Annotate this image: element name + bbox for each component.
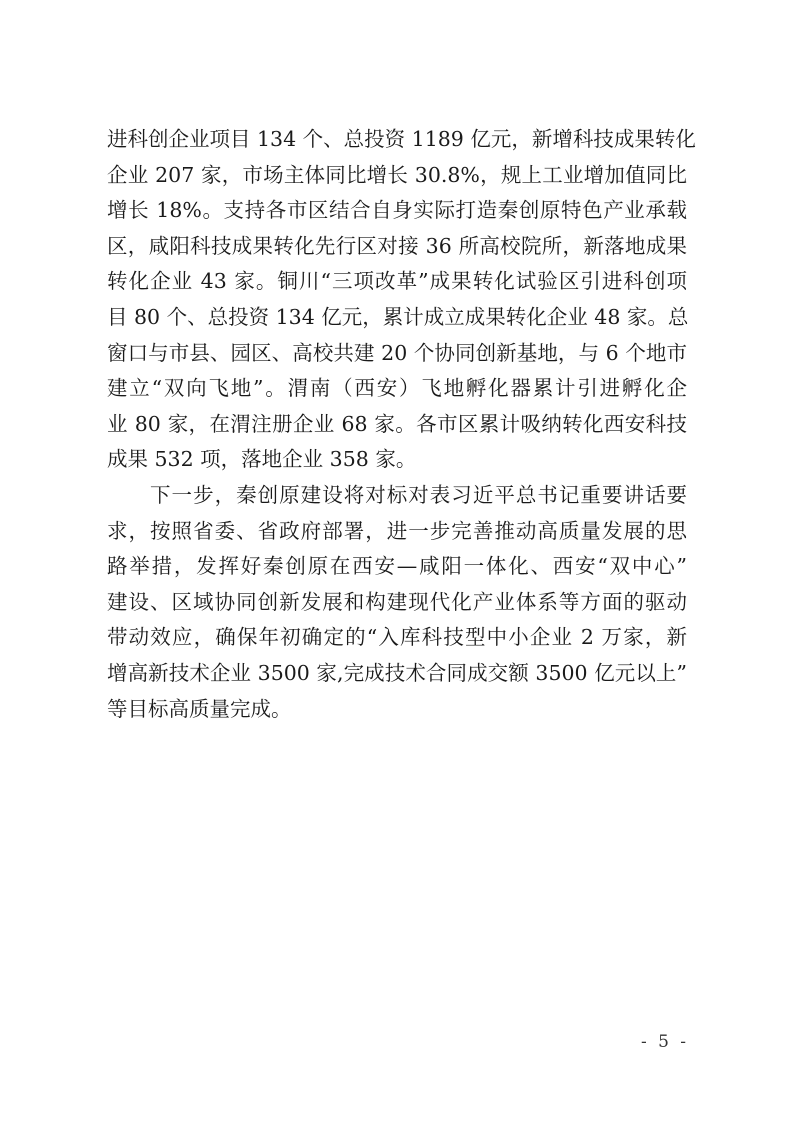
text-line: 目 80 个、总投资 134 亿元，累计成立成果转化企业 48 家。总 [107,304,689,329]
text-line: 增高新技术企业 3500 家,完成技术合同成交额 3500 亿元以上” [107,660,687,685]
text-line: 进科创企业项目 134 个、总投资 1189 亿元，新增科技成果转化 [107,127,696,151]
text-line: 企业 207 家，市场主体同比增长 30.8%，规上工业增加值同比 [107,162,687,187]
text-line: 下一步，秦创原建设将对标对表习近平总书记重要讲话要 [107,482,687,507]
text-line: 建设、区域协同创新发展和构建现代化产业体系等方面的驱动 [107,589,687,614]
text-line: 业 80 家，在渭注册企业 68 家。各市区累计吸纳转化西安科技 [107,411,687,436]
text-line: 建立“双向飞地”。渭南（西安）飞地孵化器累计引进孵化企 [107,376,687,401]
text-line: 窗口与市县、园区、高校共建 20 个协同创新基地，与 6 个地市 [107,340,687,365]
body-text [107,122,696,727]
text-line: 成果 532 项，落地企业 358 家。 [107,447,417,472]
text-line: 带动效应，确保年初确定的“入库科技型中小企业 2 万家，新 [107,625,687,650]
page-number: - 5 - [640,1032,690,1052]
text-line: 增长 18%。支持各市区结合自身实际打造秦创原特色产业承载 [107,198,687,223]
text-line: 区，咸阳科技成果转化先行区对接 36 所高校院所，新落地成果 [107,233,687,258]
text-line: 路举措，发挥好秦创原在西安—咸阳一体化、西安“双中心” [107,554,687,579]
text-line: 求，按照省委、省政府部署，进一步完善推动高质量发展的思 [107,518,687,543]
text-line: 等目标高质量完成。 [107,696,292,721]
text-line: 转化企业 43 家。铜川“三项改革”成果转化试验区引进科创项 [107,269,687,294]
